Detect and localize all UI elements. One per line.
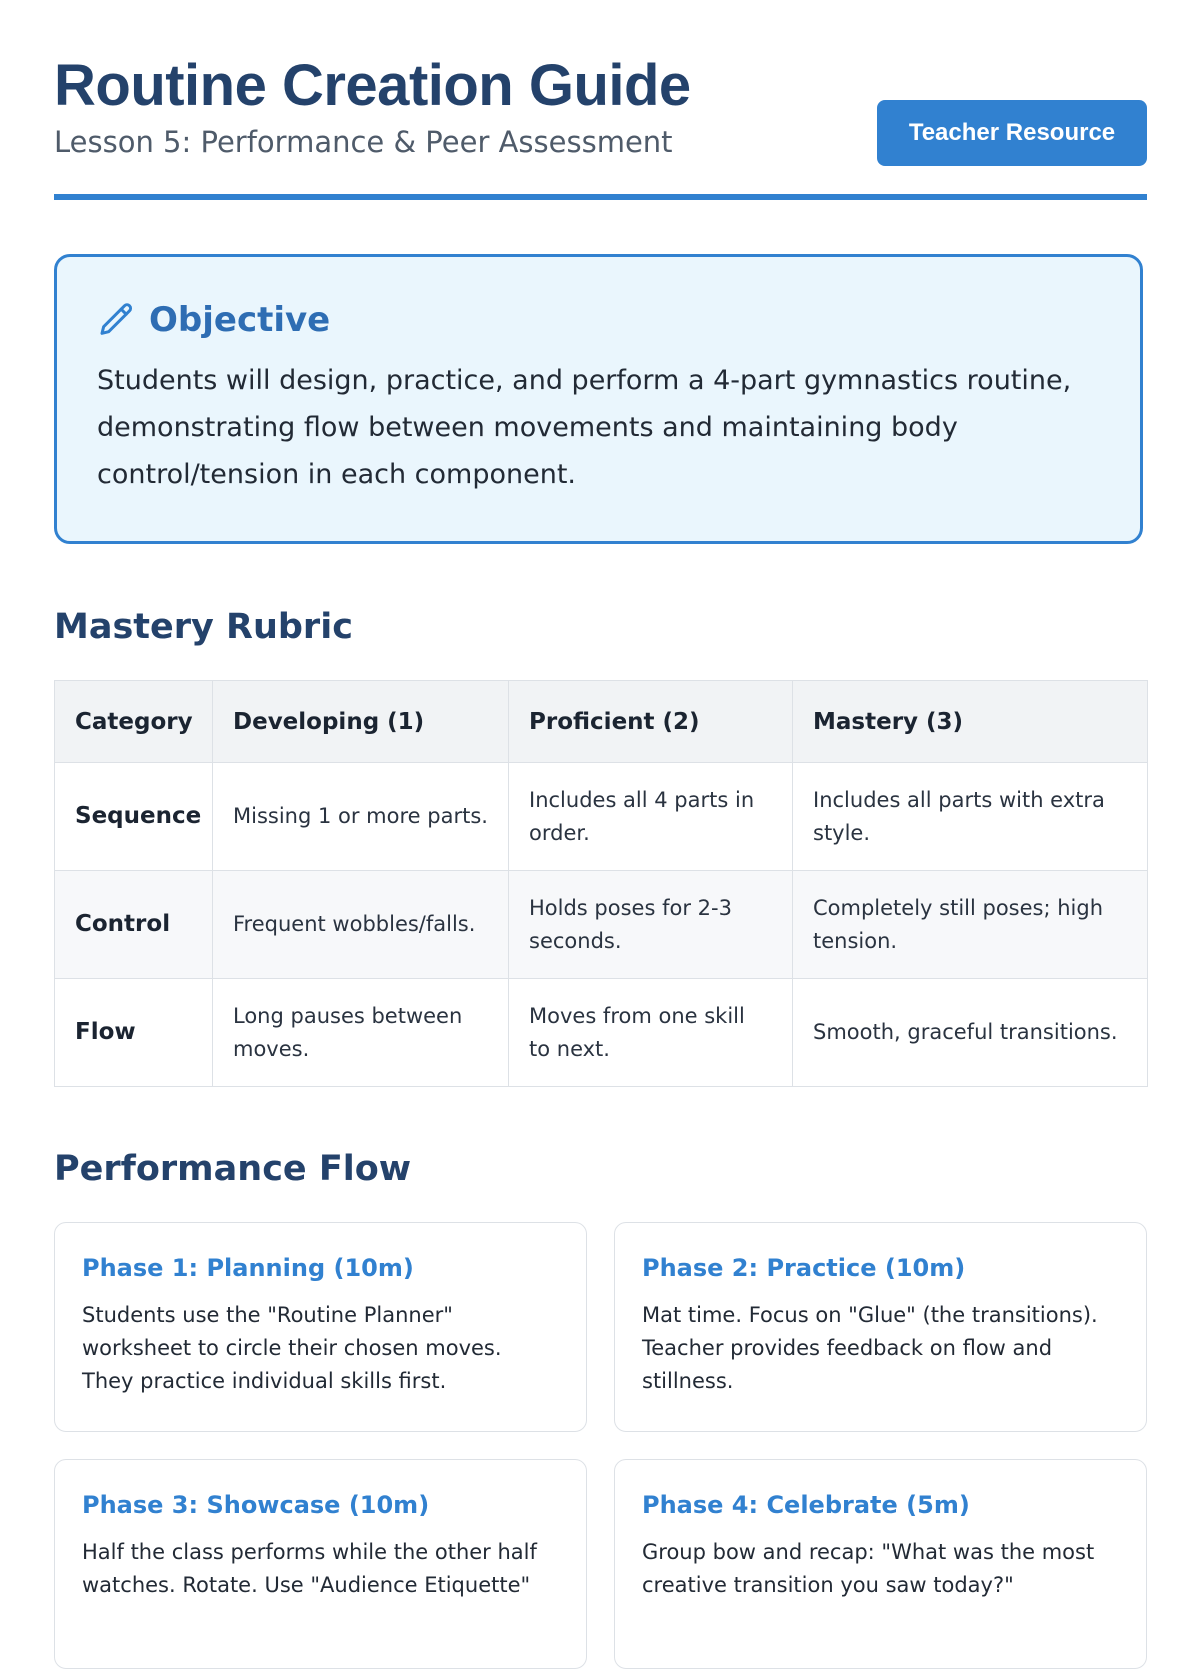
phase-card — [54, 1459, 587, 1669]
phase-title: Phase 4: Celebrate (5m) — [642, 1491, 970, 1519]
table-cell: Frequent wobbles/falls. — [213, 871, 509, 979]
column-header: Developing (1) — [213, 681, 509, 763]
column-header: Proficient (2) — [509, 681, 793, 763]
column-header: Mastery (3) — [793, 681, 1148, 763]
table-cell: Completely still poses; high tension. — [793, 871, 1148, 979]
phase-text: Group bow and recap: "What was the most creative transition you saw today?" — [642, 1540, 1095, 1597]
page-title: Routine Creation Guide — [54, 53, 691, 118]
teacher-resource-button[interactable]: Teacher Resource — [877, 100, 1147, 166]
phase-text: Students use the "Routine Planner" worksheet to circle their chosen moves. They practice individual skills first. — [82, 1303, 502, 1393]
table-cell: Missing 1 or more parts. — [213, 763, 509, 871]
table-header-row — [55, 681, 1148, 763]
phase-text: Mat time. Focus on "Glue" (the transitions). Teacher provides feedback on flow and stillness. — [642, 1303, 1098, 1393]
table-cell: Includes all 4 parts in order. — [509, 763, 793, 871]
phase-title: Phase 1: Planning (10m) — [82, 1254, 414, 1282]
page-header — [54, 0, 1147, 200]
phase-title: Phase 3: Showcase (10m) — [82, 1491, 430, 1519]
category-cell: Sequence — [55, 763, 213, 871]
page-subtitle: Lesson 5: Performance & Peer Assessment — [54, 125, 673, 159]
header-divider — [54, 194, 1147, 200]
table-row — [55, 763, 1148, 871]
phase-card — [614, 1459, 1147, 1669]
phase-text: Half the class performs while the other half watches. Rotate. Use "Audience Etiquette" — [82, 1540, 537, 1597]
pencil-icon — [97, 300, 137, 340]
objective-title: Objective — [149, 300, 331, 340]
table-cell: Holds poses for 2-3 seconds. — [509, 871, 793, 979]
objective-text: Students will design, practice, and perform a 4-part gymnastics routine, demonstrating flow between movements and maintaining body control/tension in each component. — [97, 365, 1072, 490]
lesson-page — [54, 0, 1147, 1597]
phase-card — [54, 1222, 587, 1432]
table-cell: Smooth, graceful transitions. — [793, 979, 1148, 1087]
objective-header — [97, 297, 1100, 343]
objective-box — [54, 254, 1143, 544]
table-row — [55, 871, 1148, 979]
mastery-rubric-table — [54, 680, 1148, 1087]
column-header: Category — [55, 681, 213, 763]
category-cell: Control — [55, 871, 213, 979]
table-cell: Moves from one skill to next. — [509, 979, 793, 1087]
phase-title: Phase 2: Practice (10m) — [642, 1254, 966, 1282]
table-cell: Includes all parts with extra style. — [793, 763, 1148, 871]
rubric-title: Mastery Rubric — [54, 607, 353, 647]
table-cell: Long pauses between moves. — [213, 979, 509, 1087]
phase-card — [614, 1222, 1147, 1432]
table-row — [55, 979, 1148, 1087]
category-cell: Flow — [55, 979, 213, 1087]
performance-flow-title: Performance Flow — [54, 1149, 412, 1189]
